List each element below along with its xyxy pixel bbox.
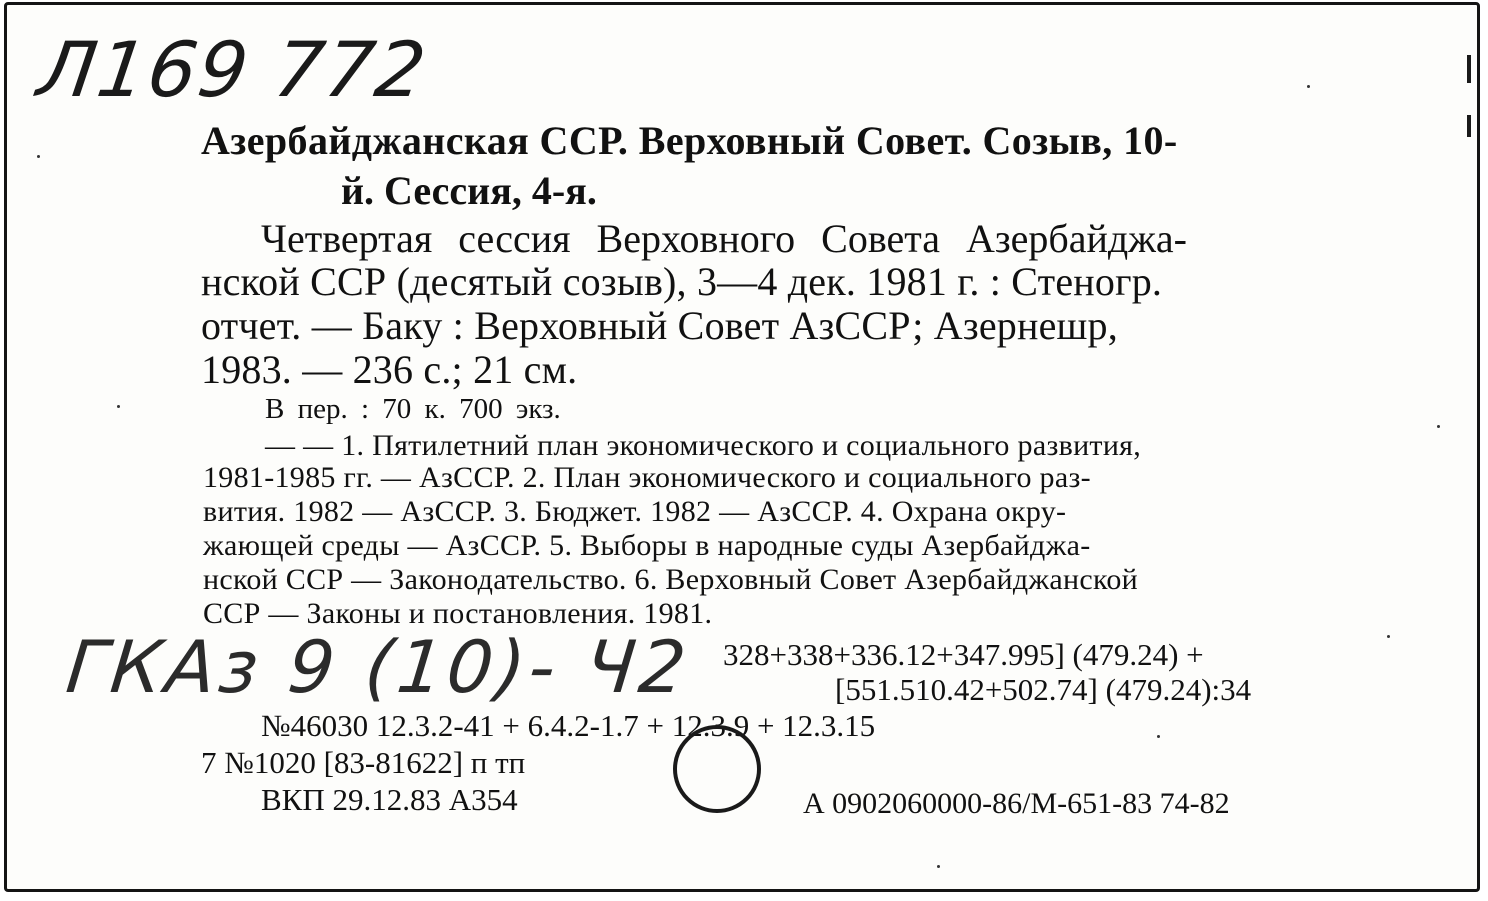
- speck: [1307, 85, 1310, 88]
- classification-line-1: 328+338+336.12+347.995] (479.24) +: [723, 637, 1204, 672]
- classification-line-2: [551.510.42+502.74] (479.24):34: [835, 672, 1252, 707]
- speck: [937, 865, 940, 868]
- title-line-3: отчет. — Баку : Верховный Совет АзССР; Азернешр,: [201, 303, 1118, 348]
- catalog-card: [4, 2, 1480, 892]
- edge-mark: [1467, 55, 1471, 83]
- title-line-4: 1983. — 236 с.; 21 см.: [201, 347, 578, 392]
- vkp-line: ВКП 29.12.83 А354: [261, 782, 518, 817]
- speck: [117, 405, 120, 408]
- subject-line-6: ССР — Законы и постановления. 1981.: [203, 597, 713, 630]
- title-line-1: Четвертая сессия Верховного Совета Азербайджа-: [261, 216, 1187, 261]
- speck: [37, 155, 40, 158]
- title-line-2: нской ССР (десятый созыв), 3—4 дек. 1981 г. : Стеногр.: [201, 259, 1163, 304]
- speck: [1437, 425, 1440, 428]
- subject-line-3: вития. 1982 — АзССР. 3. Бюджет. 1982 — АзССР. 4. Охрана окру-: [203, 495, 1067, 528]
- subject-line-5: нской ССР — Законодательство. 6. Верховный Совет Азербайджанской: [203, 563, 1139, 596]
- subject-line-1: — — 1. Пятилетний план экономического и социального развития,: [265, 429, 1142, 462]
- code-line: А 0902060000-86/М-651-83 74-82: [803, 787, 1230, 820]
- handwritten-shelfmark: Л169 772: [32, 25, 433, 114]
- edge-mark: [1467, 115, 1471, 137]
- speck: [1157, 735, 1160, 738]
- record-line: №46030 12.3.2-41 + 6.4.2-1.7 + 12.3.9 + 12.3.15: [261, 708, 876, 743]
- subject-line-4: жающей среды — АзССР. 5. Выборы в народные суды Азербайджа-: [203, 529, 1091, 562]
- speck: [1387, 635, 1390, 638]
- punch-hole-circle: [673, 725, 761, 813]
- heading-line-2: й. Сессия, 4-я.: [341, 168, 597, 213]
- subject-line-2: 1981-1985 гг. — АзССР. 2. План экономического и социального раз-: [203, 461, 1091, 494]
- price-line: В пер. : 70 к. 700 экз.: [265, 393, 561, 425]
- print-line: 7 №1020 [83-81622] п тп: [201, 745, 526, 780]
- heading-line-1: Азербайджанская ССР. Верховный Совет. Созыв, 10-: [201, 118, 1178, 163]
- handwritten-call-number: ГКАз 9 (10)- Ч2: [62, 625, 694, 709]
